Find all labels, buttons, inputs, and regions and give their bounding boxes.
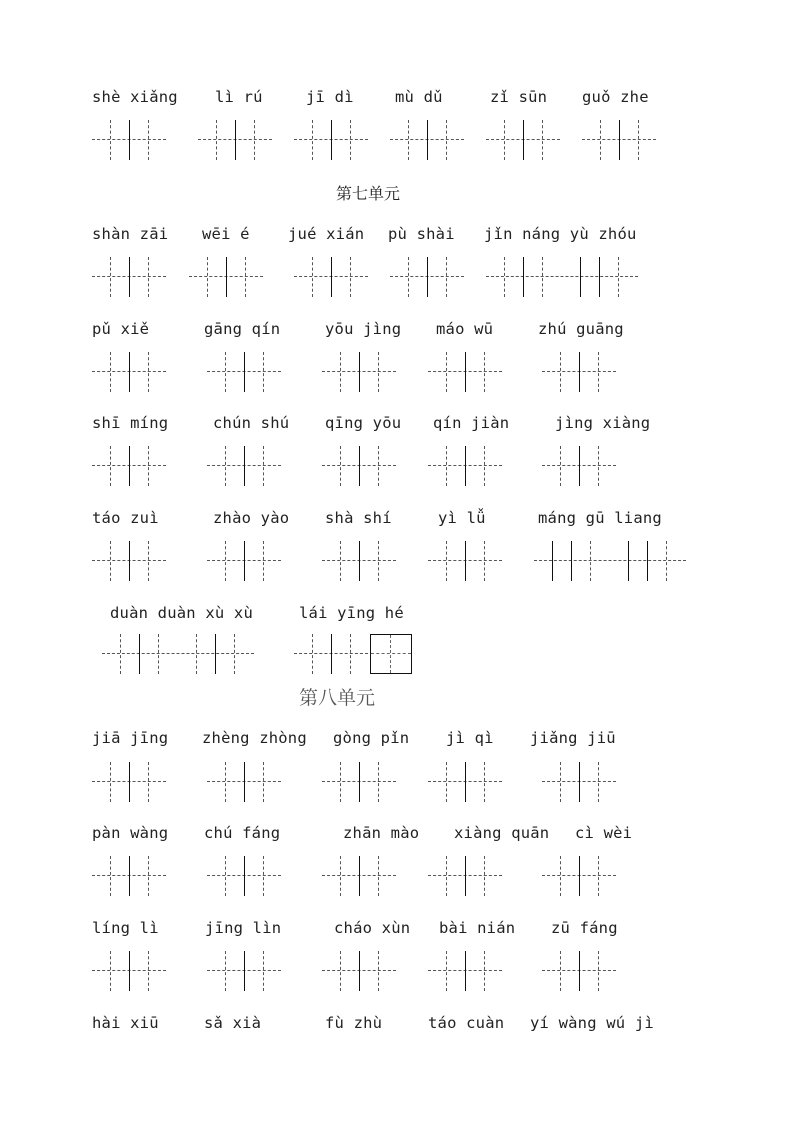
pinyin-label: qīng yōu	[325, 414, 402, 432]
pinyin-label: mù dǔ	[395, 88, 443, 106]
pinyin-label: jì qì	[446, 729, 494, 747]
writing-grid[interactable]	[390, 120, 464, 160]
pinyin-label: pàn wàng	[92, 824, 169, 842]
pinyin-label: wēi é	[202, 225, 250, 243]
pinyin-label: chún shú	[213, 414, 290, 432]
pinyin-label: táo cuàn	[428, 1014, 505, 1032]
writing-grid[interactable]	[207, 446, 281, 486]
pinyin-label: bài nián	[439, 919, 516, 937]
writing-grid[interactable]	[92, 120, 166, 160]
pinyin-label: sǎ xià	[204, 1014, 262, 1032]
writing-grid[interactable]	[322, 352, 396, 392]
pinyin-label: shà shí	[325, 509, 392, 527]
pinyin-label: pǔ xiě	[92, 320, 150, 338]
pinyin-label: yì lǚ	[438, 509, 486, 527]
tian-zi-box[interactable]	[370, 634, 412, 674]
writing-grid[interactable]	[542, 856, 616, 896]
pinyin-label: duàn duàn xù xù	[110, 604, 253, 622]
pinyin-label: gòng pǐn	[333, 729, 410, 747]
pinyin-label: jiā jīng	[92, 729, 169, 747]
writing-grid[interactable]	[207, 762, 281, 802]
writing-grid[interactable]	[92, 951, 166, 991]
pinyin-label: zǐ sūn	[490, 88, 548, 106]
pinyin-label: cháo xùn	[334, 919, 411, 937]
writing-grid[interactable]	[542, 951, 616, 991]
pinyin-label: shàn zāi	[92, 225, 169, 243]
pinyin-label: xiàng quān	[454, 824, 550, 842]
pinyin-label: fù zhù	[325, 1014, 383, 1032]
writing-grid[interactable]	[428, 446, 502, 486]
writing-grid[interactable]	[542, 762, 616, 802]
pinyin-label: jiǎng jiū	[530, 729, 616, 747]
writing-grid[interactable]	[322, 856, 396, 896]
unit-heading-7: 第七单元	[336, 184, 401, 203]
pinyin-label: lái yīng hé	[299, 604, 404, 622]
pinyin-label: máng gū liang	[538, 509, 662, 527]
writing-grid[interactable]	[428, 352, 502, 392]
writing-grid[interactable]	[92, 446, 166, 486]
pinyin-label: zū fáng	[551, 919, 618, 937]
pinyin-label: líng lì	[92, 919, 159, 937]
pinyin-label: pù shài	[388, 225, 455, 243]
pinyin-label: guǒ zhe	[582, 88, 649, 106]
writing-grid[interactable]	[207, 541, 281, 581]
pinyin-label: lì rú	[215, 88, 263, 106]
writing-grid[interactable]	[486, 257, 638, 297]
writing-grid[interactable]	[207, 352, 281, 392]
pinyin-label: jìng xiàng	[555, 414, 651, 432]
writing-grid[interactable]	[428, 541, 502, 581]
pinyin-label: chú fáng	[204, 824, 281, 842]
unit-heading-8: 第八单元	[299, 687, 376, 709]
writing-grid[interactable]	[92, 541, 166, 581]
pinyin-label: zhào yào	[213, 509, 290, 527]
writing-grid[interactable]	[390, 257, 464, 297]
pinyin-label: táo zuì	[92, 509, 159, 527]
pinyin-label: jué xián	[288, 225, 365, 243]
writing-grid[interactable]	[428, 762, 502, 802]
pinyin-label: jīng lìn	[205, 919, 282, 937]
writing-grid[interactable]	[294, 634, 368, 674]
pinyin-label: gāng qín	[204, 320, 281, 338]
pinyin-label: yōu jìng	[325, 320, 402, 338]
pinyin-label: cì wèi	[575, 824, 633, 842]
writing-grid[interactable]	[322, 446, 396, 486]
writing-grid[interactable]	[428, 951, 502, 991]
writing-grid[interactable]	[322, 541, 396, 581]
writing-grid[interactable]	[582, 120, 656, 160]
writing-grid[interactable]	[542, 352, 616, 392]
pinyin-label: qín jiàn	[433, 414, 510, 432]
writing-grid[interactable]	[207, 856, 281, 896]
writing-grid[interactable]	[189, 257, 263, 297]
pinyin-label: zhān mào	[343, 824, 420, 842]
pinyin-label: máo wū	[436, 320, 494, 338]
writing-grid[interactable]	[542, 446, 616, 486]
pinyin-label: jī dì	[306, 88, 354, 106]
pinyin-label: hài xiū	[92, 1014, 159, 1032]
writing-grid[interactable]	[92, 856, 166, 896]
pinyin-label: yí wàng wú jì	[530, 1014, 654, 1032]
writing-grid[interactable]	[92, 257, 166, 297]
writing-grid[interactable]	[294, 120, 368, 160]
writing-grid[interactable]	[486, 120, 560, 160]
writing-grid[interactable]	[92, 352, 166, 392]
writing-grid[interactable]	[322, 951, 396, 991]
writing-grid[interactable]	[102, 634, 254, 674]
pinyin-label: zhú guāng	[538, 320, 624, 338]
writing-grid[interactable]	[534, 541, 686, 581]
writing-grid[interactable]	[207, 951, 281, 991]
pinyin-label: shè xiǎng	[92, 88, 178, 106]
writing-grid[interactable]	[294, 257, 368, 297]
pinyin-label: jǐn náng yù zhóu	[484, 225, 637, 243]
pinyin-label: zhèng zhòng	[202, 729, 307, 747]
writing-grid[interactable]	[428, 856, 502, 896]
writing-grid[interactable]	[92, 762, 166, 802]
writing-grid[interactable]	[198, 120, 272, 160]
pinyin-label: shī míng	[92, 414, 169, 432]
writing-grid[interactable]	[322, 762, 396, 802]
